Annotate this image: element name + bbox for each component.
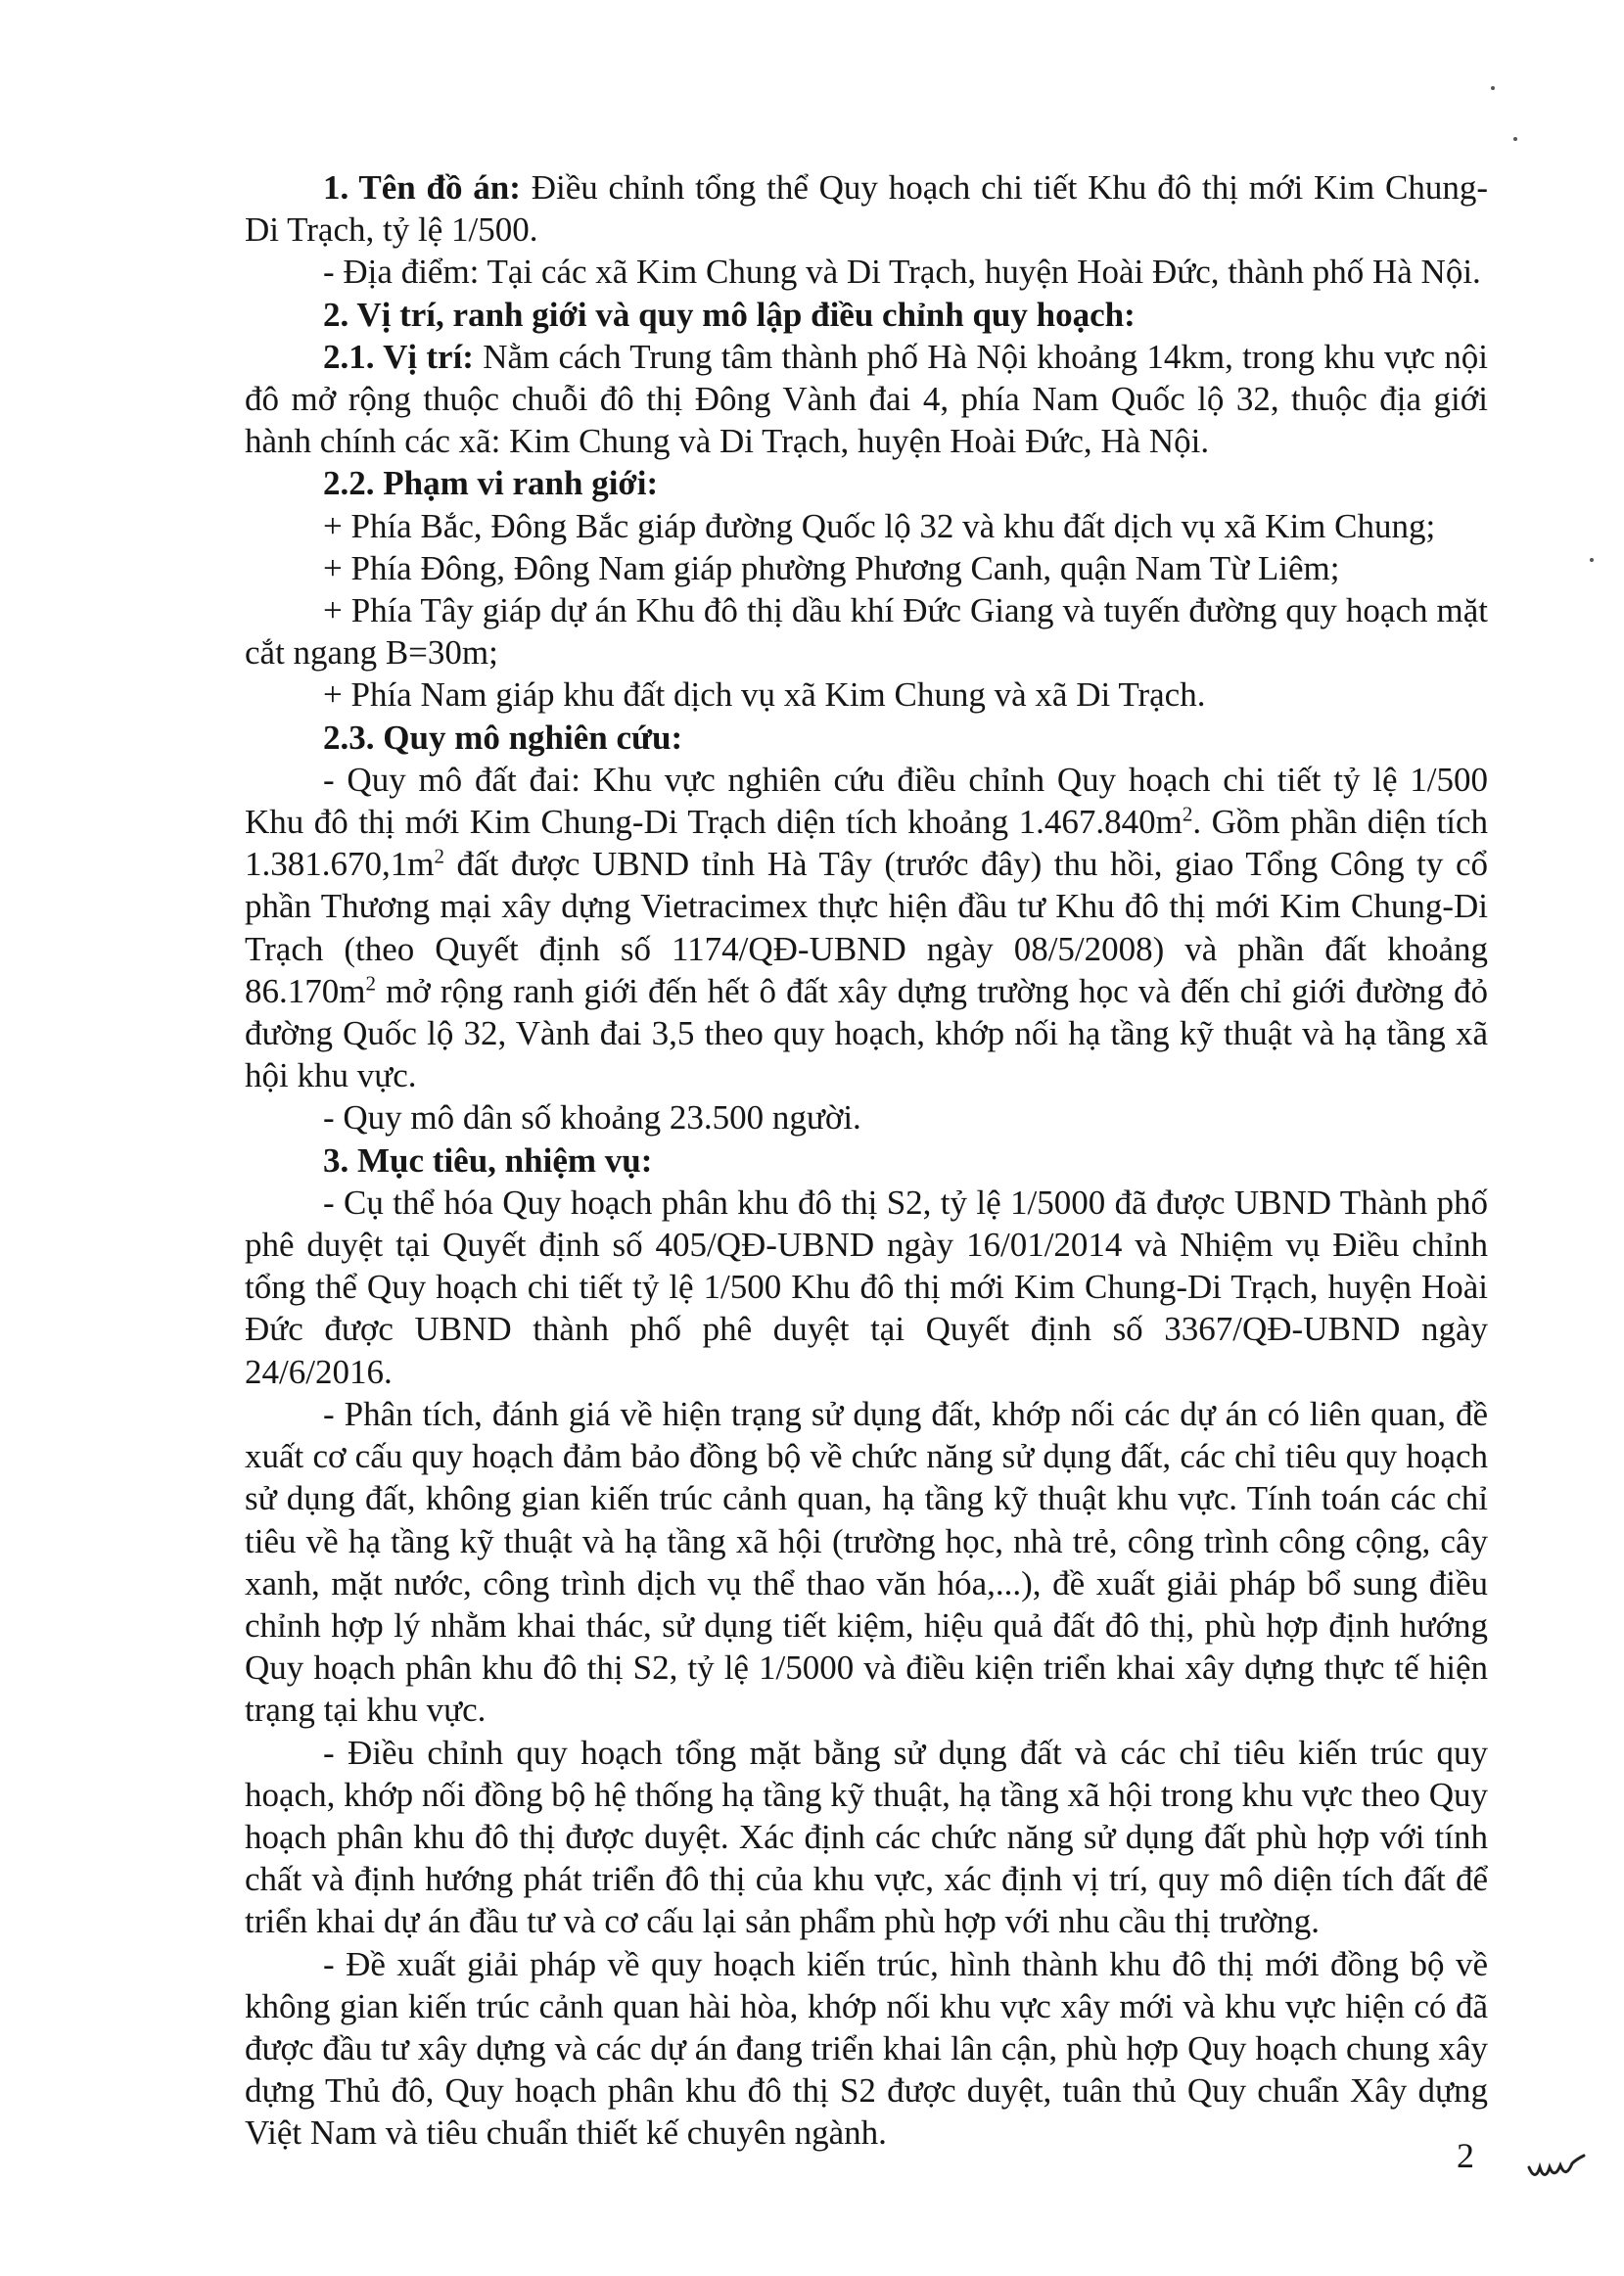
scan-speck: [1590, 558, 1594, 562]
scan-speck: [1491, 86, 1495, 90]
objective-item: - Đề xuất giải pháp về quy hoạch kiến trúc, hình thành khu đô thị mới đồng bộ về không gian kiến trúc cảnh quan hài hòa, khớp nối khu vực xây mới và khu vực hiện có đã được đầu tư xây dựng và các dự án đang triển khai lân cận, phù hợp Quy hoạch chung xây dựng Thủ đô, Quy hoạch phân khu đô thị S2 được duyệt, tuân thủ Quy chuẩn Xây dựng Việt Nam và tiêu chuẩn thiết kế chuyên ngành.: [245, 1944, 1488, 2153]
population-paragraph: - Quy mô dân số khoảng 23.500 người.: [323, 1098, 861, 1138]
superscript-2: 2: [365, 971, 376, 996]
section-2-1-paragraph: [245, 336, 1488, 463]
land-text-4: mở rộng ranh giới đến hết ô đất xây dựng trường học và đến chỉ giới đường đỏ đường Quốc lộ 32, Vành đai 3,5 theo quy hoạch, khớp nối hạ tầng kỹ thuật và hạ tầng xã hội khu vực.: [245, 971, 1488, 1095]
section-1-heading: 1. Tên đồ án:: [323, 168, 521, 207]
initials-mark-icon: [1527, 2154, 1586, 2183]
location-paragraph: - Địa điểm: Tại các xã Kim Chung và Di Trạch, huyện Hoài Đức, thành phố Hà Nội.: [323, 253, 1481, 292]
section-3-heading: 3. Mục tiêu, nhiệm vụ:: [323, 1140, 653, 1180]
section-2-1-heading: 2.1. Vị trí:: [323, 337, 474, 376]
objective-item: - Phân tích, đánh giá về hiện trạng sử dụng đất, khớp nối các dự án có liên quan, đề xuất cơ cấu quy hoạch đảm bảo đồng bộ về chức năng sử dụng đất, các chỉ tiêu quy hoạch sử dụng đất, không gian kiến trúc cảnh quan, hạ tầng kỹ thuật khu vực. Tính toán các chỉ tiêu về hạ tầng kỹ thuật và hạ tầng xã hội (trường học, nhà trẻ, công trình công cộng, cây xanh, mặt nước, công trình dịch vụ thể thao văn hóa,...), đề xuất giải pháp bổ sung điều chỉnh hợp lý nhằm khai thác, sử dụng tiết kiệm, hiệu quả đất đô thị, phù hợp định hướng Quy hoạch phân khu đô thị S2, tỷ lệ 1/5000 và điều kiện triển khai xây dựng thực tế hiện trạng tại khu vực.: [245, 1394, 1488, 1730]
document-body: [245, 166, 1488, 2155]
land-scale-paragraph: [245, 759, 1488, 1097]
section-2-2-heading: 2.2. Phạm vi ranh giới:: [323, 464, 659, 503]
superscript-2: 2: [434, 844, 444, 868]
objective-item: - Cụ thể hóa Quy hoạch phân khu đô thị S2, tỷ lệ 1/5000 đã được UBND Thành phố phê duyệt tại Quyết định số 405/QĐ-UBND ngày 16/01/2014 và Nhiệm vụ Điều chỉnh tổng thể Quy hoạch chi tiết tỷ lệ 1/500 Khu đô thị mới Kim Chung-Di Trạch, huyện Hoài Đức được UBND thành phố phê duyệt tại Quyết định số 3367/QĐ-UBND ngày 24/6/2016.: [245, 1183, 1488, 1391]
boundary-west: + Phía Tây giáp dự án Khu đô thị dầu khí Đức Giang và tuyến đường quy hoạch mặt cắt ngang B=30m;: [245, 591, 1488, 673]
section-1-title: [245, 166, 1488, 251]
section-1-text: Điều chỉnh tổng thể Quy hoạch chi tiết Khu đô thị mới Kim Chung-Di Trạch, tỷ lệ 1/500.: [245, 168, 1488, 250]
land-text-3: đất được UBND tỉnh Hà Tây (trước đây) thu hồi, giao Tổng Công ty cổ phần Thương mại xây dựng Vietracimex thực hiện đầu tư Khu đô thị mới Kim Chung-Di Trạch (theo Quyết định số 1174/QĐ-UBND ngày 08/5/2008) và phần đất khoảng 86.170m: [245, 845, 1488, 1010]
scan-speck: [1513, 137, 1517, 141]
boundary-east: + Phía Đông, Đông Nam giáp phường Phương Canh, quận Nam Từ Liêm;: [323, 548, 1340, 587]
section-2-1-text: Nằm cách Trung tâm thành phố Hà Nội khoảng 14km, trong khu vực nội đô mở rộng thuộc chuỗi đô thị Đông Vành đai 4, phía Nam Quốc lộ 32, thuộc địa giới hành chính các xã: Kim Chung và Di Trạch, huyện Hoài Đức, Hà Nội.: [245, 337, 1489, 461]
land-text-2: . Gồm phần diện tích 1.381.670,1m: [245, 803, 1488, 884]
land-text-1: - Quy mô đất đai: Khu vực nghiên cứu điều chỉnh Quy hoạch chi tiết tỷ lệ 1/500 Khu đô thị mới Kim Chung-Di Trạch diện tích khoảng 1.467.840m: [245, 760, 1488, 842]
section-2-3-heading: 2.3. Quy mô nghiên cứu:: [323, 718, 683, 757]
objective-item: - Điều chỉnh quy hoạch tổng mặt bằng sử dụng đất và các chỉ tiêu kiến trúc quy hoạch, khớp nối đồng bộ hệ thống hạ tầng kỹ thuật, hạ tầng xã hội trong khu vực theo Quy hoạch phân khu đô thị được duyệt. Xác định các chức năng sử dụng đất phù hợp với tính chất và định hướng phát triển đô thị của khu vực, xác định vị trí, quy mô diện tích đất để triển khai dự án đầu tư và cơ cấu lại sản phẩm phù hợp với nhu cầu thị trường.: [245, 1733, 1488, 1941]
superscript-2: 2: [1182, 802, 1193, 826]
boundary-north: + Phía Bắc, Đông Bắc giáp đường Quốc lộ 32 và khu đất dịch vụ xã Kim Chung;: [323, 506, 1436, 545]
boundary-south: + Phía Nam giáp khu đất dịch vụ xã Kim Chung và xã Di Trạch.: [323, 675, 1206, 715]
page-number: 2: [1457, 2136, 1474, 2175]
section-2-heading: 2. Vị trí, ranh giới và quy mô lập điều chỉnh quy hoạch:: [323, 295, 1136, 334]
